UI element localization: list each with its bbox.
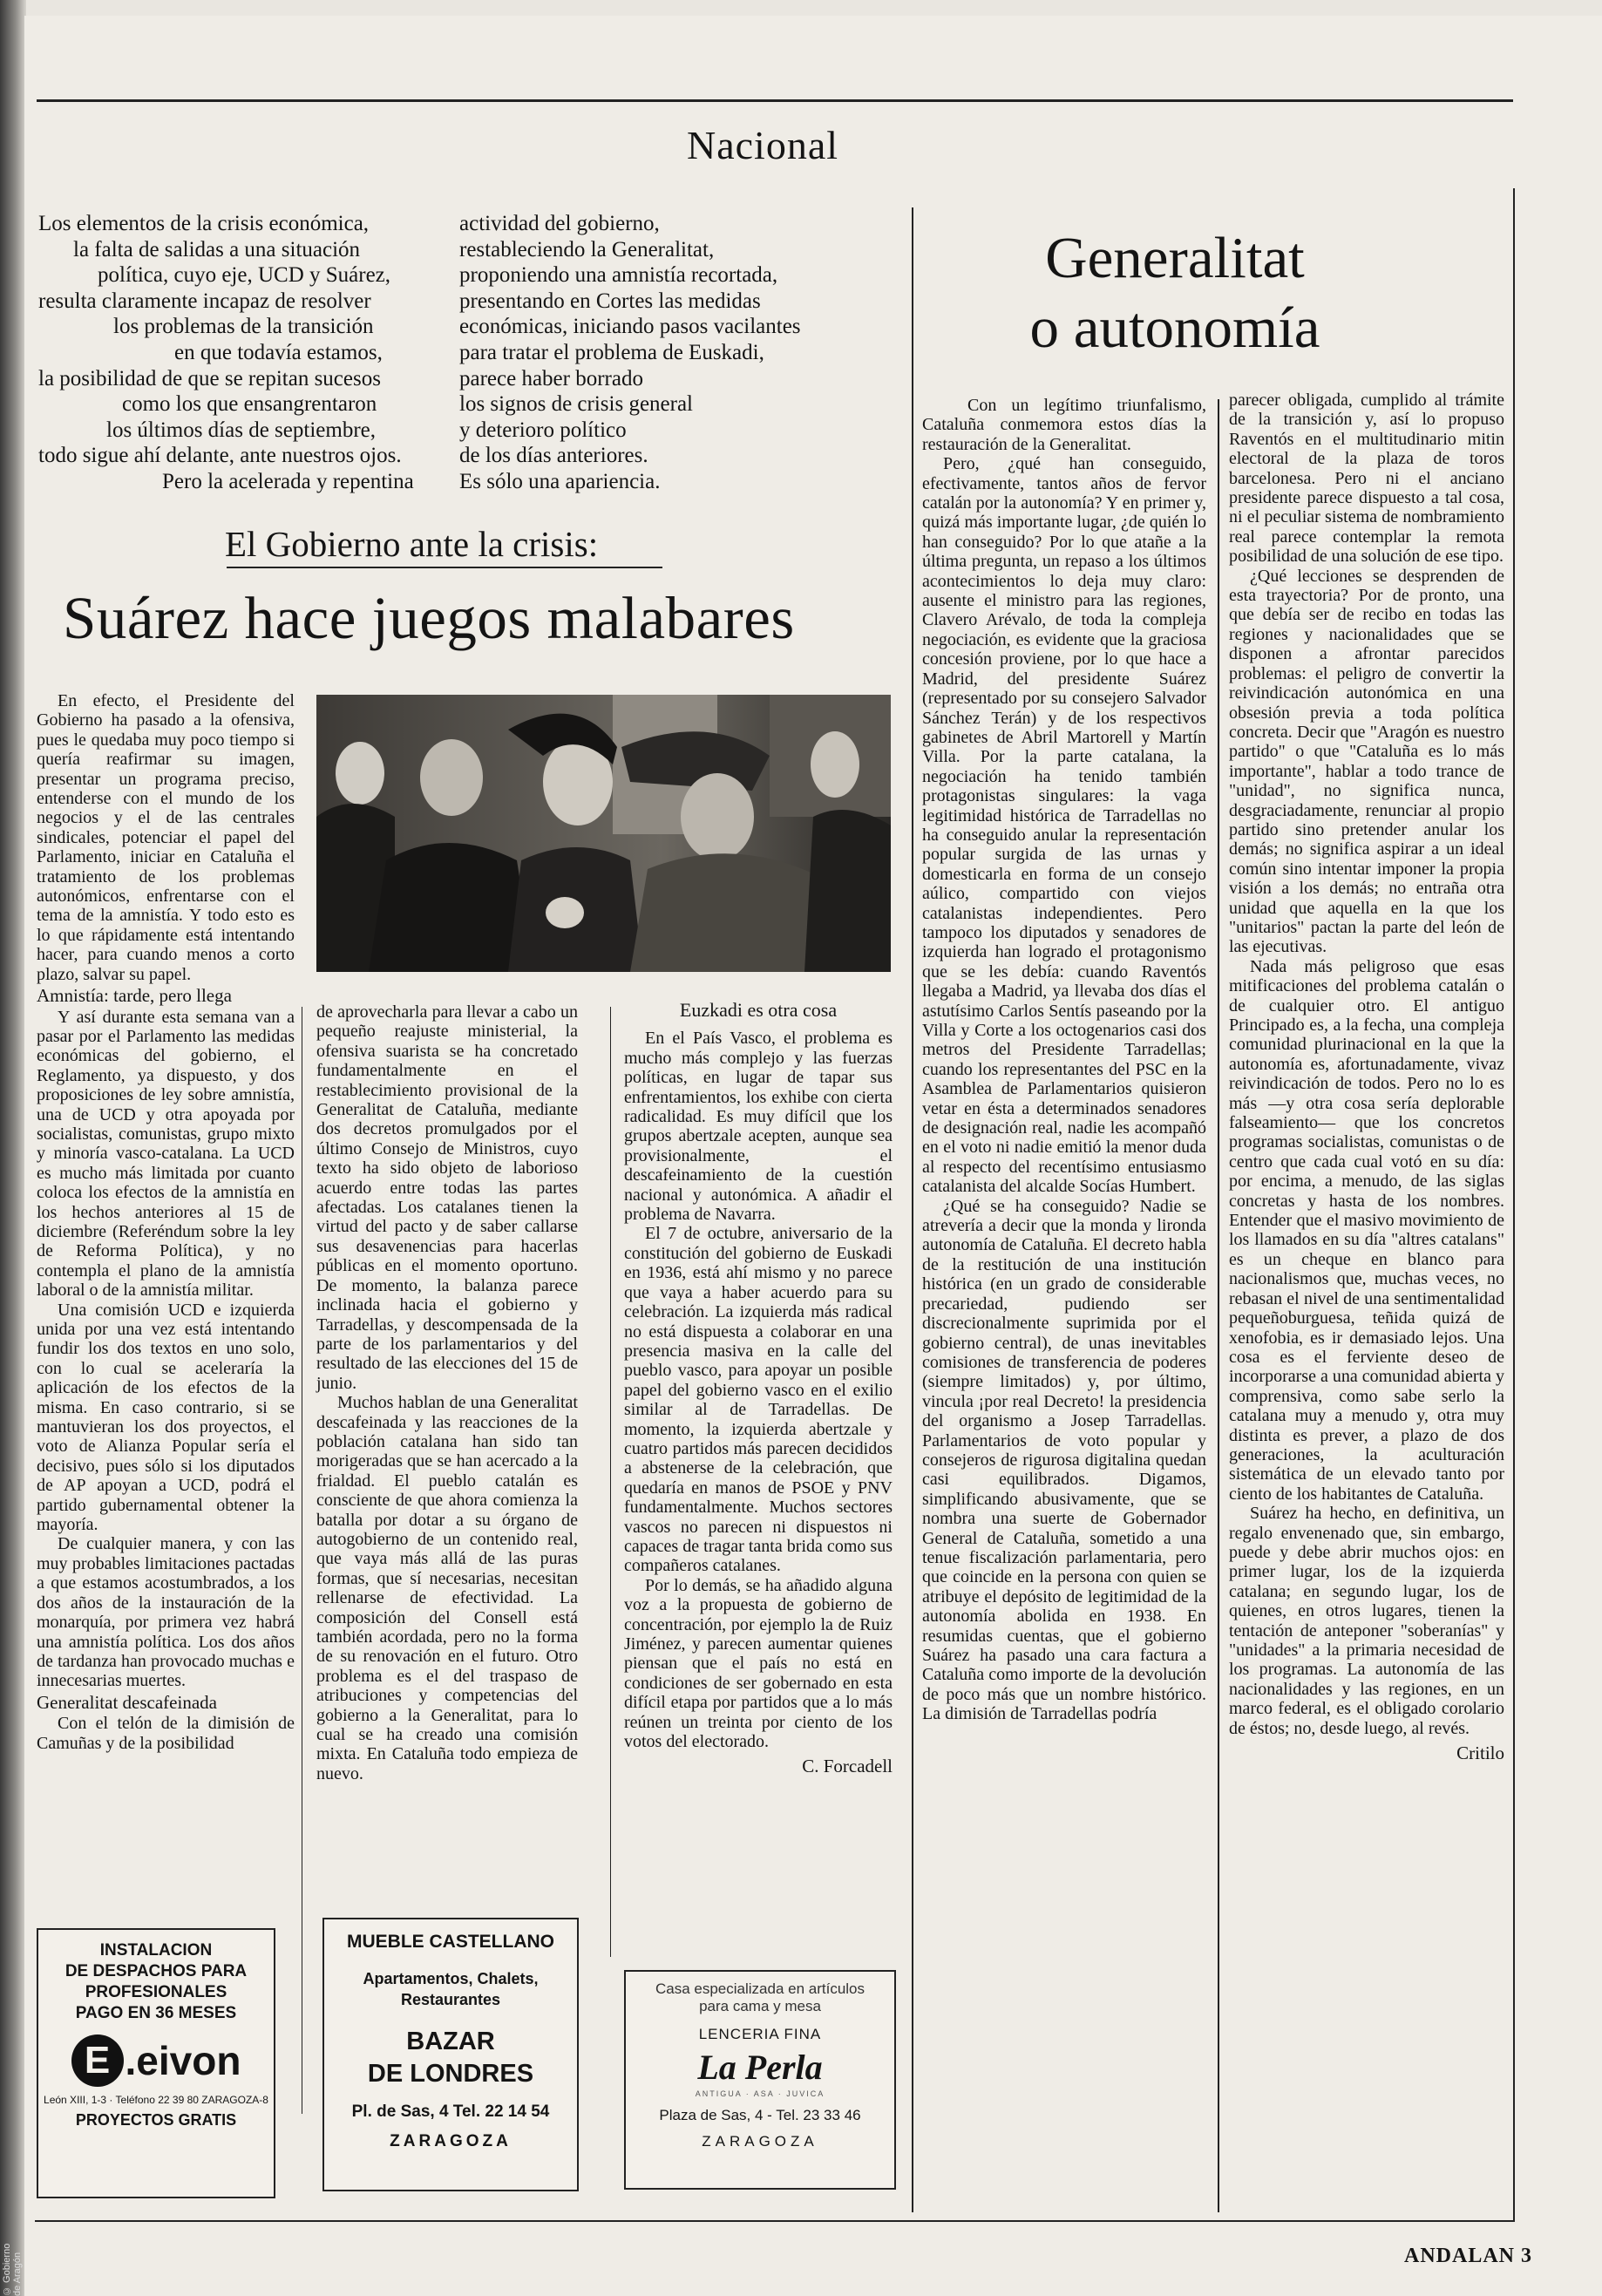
intro-right	[459, 211, 895, 495]
paragraph: En efecto, el Presidente del Gobierno ha pasado a la ofensiva, pues le quedaba muy poco tiempo si quería reafirmar su imagen, presentar un programa preciso, entenderse con el mundo de los negocios y el de las centrales sindicales, potenciar el papel del Parlamento, iniciar en Cataluña el tratamiento de los problemas autonómicos, enfrentarse con el tema de la amnistía. Y todo esto es lo que rápidamente está intentando hacer, para cuando menos a corto plazo, salvar su papel.	[37, 691, 295, 984]
column-rule-4	[610, 1007, 611, 1957]
intro-right-line: Es sólo una apariencia.	[459, 469, 661, 493]
paragraph: Nada más peligroso que esas mitificaciones del problema catalán o de cualquier otro. El antiguo Principado es, a la fecha, una compleja comunidad plurinacional en la que la autonomía es, afortunadamente, vivaz reivindicación de todos. Pero no lo es más —y otra cosa sería deplorable falseamiento— que los concretos programas socialistas, comunistas o de centro que cada cual votó en su día: por encima, a menudo, de las siglas concretas y hasta de los nombres. Entender que el masivo movimiento de los llamados en su día "altres catalans" es un cheque en blanco para nacionalismos que, muchas veces, no rebasan el nivel de una sentimentalidad pequeñoburguesa, teñida quizá de xenofobia, es ir demasiado lejos. Una cosa es el ferviente deseo de incorporarse a una comunidad abierta y comprensiva, como sabe serlo la catalana muy a menudo y, otra muy distinta es prever, a plazo de dos generaciones, la aculturación sistemática de un elevado tanto por ciento de los habitantes de Cataluña.	[1229, 956, 1504, 1504]
ad-lines	[324, 1968, 577, 2010]
paragraph: Y así durante esta semana van a pasar por el Parlamento las medidas económicas del gobierno, el Reglamento, ya dispuesto, y dos proposiciones de ley sobre amnistía, una de UCD y otra apoyada por socialistas, comunistas, grupo mixto y minoría vasco-catalana. La UCD es mucho más limitada por cuanto coloca los efectos de la amnistía en los hechos anteriores al 15 de diciembre (Referéndum sobre la ley de Reforma Política), y no contempla el plano de la amnistía laboral o de la amnistía militar.	[37, 1007, 295, 1301]
eivon-logo-word: .eivon	[125, 2038, 241, 2083]
paragraph: de aprovecharla para llevar a cabo un pequeño reajuste ministerial, la ofensiva suarista se ha concretado fundamentalmente en el restablecimiento provisional de la Generalitat de Cataluña, mediante dos decretos promulgados por el último Consejo de Ministros, cuyo texto ha sido objeto de laborioso acuerdo entre todas las partes afectadas. Los catalanes tienen la virtud del pacto y de saber callarse sus desavenencias para hacerlas públicas en el momento oportuno. De momento, la balanza parece inclinada hacia el gobierno y Tarradellas, y descompensada de la parte de los parlamentarios y del resultado de las elecciones del 15 de junio.	[316, 1002, 578, 1393]
ad-line: DE LONDRES	[367, 2060, 534, 2088]
column-rule-2	[1218, 399, 1219, 2212]
generalitat-headline-line: o autonomía	[1029, 295, 1320, 360]
ad-address: Plaza de Sas, 4 - Tel. 23 33 46	[659, 2107, 861, 2123]
section-title: Nacional	[686, 123, 839, 167]
ad-eivon	[37, 1928, 275, 2198]
ad-line: LENCERIA FINA	[698, 2026, 822, 2042]
news-photo	[316, 695, 891, 972]
signature-critilo: Critilo	[1456, 1742, 1504, 1764]
paragraph: Pero, ¿qué han conseguido, efectivamente, tantos años de fervor catalán por la autonomía? Y en primer y, quizá más importante lugar, ¿de quién lo han conseguido? Por lo que atañe a la última pregunta, un repaso a los últimos acontecimientos lo deja muy claro: ausente el ministro para las regiones, Clavero Arévalo, de toda la compleja negociación, es evidente que la graciosa concesión proviene, por lo que hace a Madrid, del presidente Suárez (representado por su consejero Salvador Sánchez Terán) y de los respectivos gabinetes de Abril Martorell y Martín Villa. Por la parte catalana, la negociación ha tenido también protagonistas singulares: la vaga legitimidad histórica de Tarradellas no ha conseguido anular la representación popular surgida de las urnas y domesticarla en forma de un consejo aúlico, compartido con viejos catalanistas independientes. Pero tampoco los diputados y senadores de izquierda han logrado el protagonismo que se les debía: cuando Raventós llegaba a Madrid, ya llevaba dos días el astutísimo Carlos Sentís paseando por la Villa y Corte a los octogenarios casi dos metros del Presidente Tarradellas; cuando los representantes del PSC en la Asamblea de Parlamentarios quisieron vetar en ésta a determinados senadores de designación real, nadie les acompañó en el voto ni nadie emitió la menor duda al respecto del recentísimo entusiasmo catalanista del alcalde Socías Humbert.	[922, 454, 1206, 1197]
kicker-underline	[227, 567, 662, 568]
ad-line: PROFESIONALES	[85, 1983, 227, 2001]
headline: Suárez hace juegos malabares	[63, 585, 795, 651]
paragraph: De cualquier manera, y con las muy probables limitaciones pactadas a que estamos acostumbrados, a los dos años de la instauración de la monarquía, por primera vez habrá una amnistía política. Los dos años de tardanza han provocado muchas e innecesarias muertes.	[37, 1534, 295, 1691]
article-column-2	[316, 1002, 578, 1783]
intro-right-line: para tratar el problema de Euskadi,	[459, 340, 764, 364]
binding-shadow	[0, 0, 26, 2296]
ad-line: Restaurantes	[400, 1991, 501, 2008]
ad-city: ZARAGOZA	[702, 2133, 818, 2150]
eivon-logo-icon: E	[71, 2034, 124, 2087]
la-perla-logo: La Perla	[697, 2048, 823, 2087]
intro-right-line: proponiendo una amnistía recortada,	[459, 263, 778, 288]
photo-illustration	[316, 695, 891, 972]
signature-forcadell: C. Forcadell	[802, 1756, 893, 1777]
paragraph: En el País Vasco, el problema es mucho más complejo y las fuerzas políticas, en lugar de tapar sus enfrentamientos, los exhibe con cierta radicalidad. Es muy difícil que los grupos abertzale acepten, aunque sea provisionalmente, el descafeinamiento de la cuestión nacional y autonómica. A añadir el problema de Navarra.	[624, 1029, 893, 1225]
intro-right-line: presentando en Cortes las medidas	[459, 289, 761, 313]
kicker: El Gobierno ante la crisis:	[225, 524, 599, 564]
intro-left-line: política, cuyo eje, UCD y Suárez,	[98, 263, 391, 288]
ad-city: ZARAGOZA	[390, 2132, 512, 2150]
intro-left	[35, 211, 436, 495]
intro-left-line: resulta claramente incapaz de resolver	[38, 289, 371, 313]
subheading-amnistia: Amnistía: tarde, pero llega	[37, 985, 232, 1007]
frame-right-rule	[1513, 188, 1515, 2220]
ad-line: Casa especializada en artículos	[655, 1980, 865, 1997]
ad-eivon-text	[38, 1940, 274, 2024]
ad-brand	[324, 2026, 577, 2090]
page-footer: ANDALAN 3	[1404, 2245, 1532, 2267]
top-rule	[37, 99, 1513, 102]
subheading-euzkadi: Euzkadi es otra cosa	[679, 999, 838, 1021]
paragraph: Muchos hablan de una Generalitat descafeinada y las reacciones de la población catalana han sido tan morigeradas que se han acercado a la frialdad. El pueblo catalán es consciente de que ahora comienza la batalla por dotar a su órgano de autogobierno de un contenido real, que vaya más allá de las puras formas, que sí necesarias, necesitan rellenarse de efectividad. La composición del Consell está también acordada, pero no la forma de su renovación en el futuro. Otro problema es el del traspaso de atribuciones y competencias del gobierno a la Generalitat, para lo cual se ha creado una comisión mixta. En Cataluña todo empieza de nuevo.	[316, 1393, 578, 1783]
generalitat-headline-line: Generalitat	[1045, 226, 1305, 290]
ad-eivon-address: León XIII, 1-3 · Teléfono 22 39 80 ZARAGOZA-8	[44, 2094, 268, 2106]
intro-right-line: parece haber borrado	[459, 366, 643, 391]
intro-left-line: Los elementos de la crisis económica,	[38, 212, 370, 235]
ad-line: INSTALACION	[99, 1941, 213, 1960]
subheading-generalitat: Generalitat descafeinada	[37, 1691, 217, 1713]
intro-right-line: actividad del gobierno,	[459, 212, 660, 235]
article-column-3	[624, 1001, 893, 1776]
ad-line: BAZAR	[406, 2028, 495, 2055]
article-column-1	[37, 691, 295, 1753]
paragraph: Suárez ha hecho, en definitiva, un regalo envenenado que, sin embargo, puede y debe abrir muchos ojos: en primer lugar, los de la izquierda catalana; en segundo lugar, los de quienes, en otros lugares, tienen la tentación de anteponer "soberanías" y "unidades" a la primaria necesidad de los programas. La autonomía de las nacionalidades y las regiones, en un marco federal, es el obligado corolario de éstos; no, desde luego, al revés.	[1229, 1504, 1504, 1738]
intro-left-line: los problemas de la transición	[113, 315, 374, 339]
intro-left-line: todo sigue ahí delante, ante nuestros ojos.	[38, 444, 402, 468]
ad-line: MUEBLE CASTELLANO	[347, 1932, 554, 1952]
intro-left-line: los últimos días de septiembre,	[106, 418, 376, 442]
ad-line: Apartamentos, Chalets,	[363, 1970, 539, 1987]
intro-right-line: económicas, iniciando pasos vacilantes	[459, 315, 801, 339]
paragraph: ¿Qué lecciones se desprenden de esta trayectoria? Por de pronto, una que debía ser de recibo en todas las regiones y nacionalidades que se disponen a afrontar parecidos problemas: el peligro de convertir la reivindicación autonómica en una obsesión previa a toda política concreta. Decir que "Aragón es nuestro partido" o que "Cataluña es lo más importante", hablar a todo trance de "unidad", no significa nunca, desgraciadamente, renunciar al propio partido sino pretender anular los demás; no significa aspirar a un ideal común sino intentar imponer la propia visión a los demás; no entraña otra unidad que aquella en la que los "unitarios" pactan la parte del león de las ejecutivas.	[1229, 566, 1504, 957]
ad-text	[626, 1980, 894, 2015]
intro-left-line: la posibilidad de que se repitan sucesos	[38, 366, 381, 391]
intro-left-line: como los que ensangrentaron	[122, 392, 377, 417]
paragraph: El 7 de octubre, aniversario de la constitución del gobierno de Euskadi en 1936, está ahí mismo y no parece que vaya a haber acuerdo para su celebración. La izquierda más radical no está dispuesta a colaborar en una presencia masiva en la calle del pueblo vasco, para apoyar un posible papel del gobierno vasco en el exilio similar al de Tarradellas. De momento, la izquierda abertzale y cuatro partidos más parecen decididos a abstenerse de la celebración, que quedaría en manos de PSOE y PNV fundamentalmente. Muchos sectores vascos no parecen ni dispuestos ni capaces de tragar tanta brida como sus compañeros catalanes.	[624, 1224, 893, 1576]
ad-line: ANTIGUA · ASA · JUVICA	[695, 2089, 825, 2098]
paragraph: Con un legítimo triunfalismo, Cataluña conmemora estos días la restauración de la Generalitat.	[922, 396, 1206, 454]
ad-la-perla	[624, 1970, 896, 2190]
eivon-logo	[38, 2034, 274, 2087]
article-column-4	[922, 396, 1206, 1724]
paragraph: parecer obligada, cumplido al trámite de la transición y, así lo propuso Raventós en el multitudinario mitin electoral de la plaza de toros barcelonesa. Pero ni el anciano presidente parece dispuesto a tal cosa, ni el peculiar sistema de nombramiento real parece contemplar la remota posibilidad de una solución de ese tipo.	[1229, 391, 1504, 567]
intro-right-line: restableciendo la Generalitat,	[459, 237, 715, 262]
paragraph: Por lo demás, se ha añadido alguna voz a la propuesta de gobierno de concentración, por ejemplo la de Ruiz Jiménez, y parecen aumentar quienes piensan que el país no está en condiciones de ser gobernado en esta difícil etapa por partidos que a lo más reúnen un treinta por ciento de los votos del electorado.	[624, 1575, 893, 1752]
generalitat-headline	[913, 223, 1436, 363]
ad-line: PAGO EN 36 MESES	[75, 2004, 237, 2022]
intro-right-line: de los días anteriores.	[459, 444, 648, 468]
paragraph: Una comisión UCD e izquierda unida por una vez está intentando fundir los dos textos en uno solo, con lo cual se aceleraría la aplicación de los efectos de la misma. En caso contrario, si se mantuvieran los dos proyectos, el voto de Alianza Popular sería el decisivo, pues sólo si los diputados de AP apoyan a UCD, podrá el partido gubernamental obtener la mayoría.	[37, 1300, 295, 1535]
ad-address: Pl. de Sas, 4 Tel. 22 14 54	[351, 2102, 550, 2121]
ad-line: DE DESPACHOS PARA	[64, 1962, 248, 1980]
intro-left-line: la falta de salidas a una situación	[73, 237, 361, 262]
paragraph: ¿Qué se ha conseguido? Nadie se atrevería a decir que la monda y lironda autonomía de Cataluña. El decreto habla de la restitución de una institución histórica (en un grado de considerable precariedad, pudiendo ser discrecionalmente suprimida por el gobierno central), de unas inevitables comisiones de transferencia de poderes (siempre limitados) y, por último, vincula ¡por real Decreto! la presidencia del organismo a Josep Tarradellas. Parlamentarios de voto popular y consejeros de rigurosa digitalina quedan casi equilibrados. Digamos, simplificando abusivamente, que se nombra una suerte de Gobernador General de Cataluña, sometido a una tenue fiscalización parlamentaria, pero que coincide en la persona con quien se atribuye el depósito de legitimidad de la autonomía abolida en 1938. En resumidas cuentas, que el gobierno Suárez ha pasado una cara factura a Cataluña como importe de la devolución de poco más que un nombre histórico. La dimisión de Tarradellas podría	[922, 1196, 1206, 1724]
intro-left-line: Pero la acelerada y repentina	[162, 469, 414, 493]
article-column-5	[1229, 391, 1504, 1763]
ad-eivon-tagline: PROYECTOS GRATIS	[75, 2111, 237, 2129]
intro-right-line: los signos de crisis general	[459, 392, 694, 417]
ad-bazar-de-londres	[322, 1918, 579, 2191]
archive-credit: © Gobierno de Aragón	[2, 2243, 23, 2296]
frame-bottom-rule	[35, 2220, 1515, 2222]
column-rule-1	[912, 207, 913, 2212]
intro-right-line: y deterioro político	[459, 418, 627, 442]
intro-left-line: en que todavía estamos,	[174, 340, 383, 364]
paragraph: Con el telón de la dimisión de Camuñas y de la posibilidad	[37, 1714, 295, 1753]
ad-line: para cama y mesa	[699, 1998, 821, 2014]
